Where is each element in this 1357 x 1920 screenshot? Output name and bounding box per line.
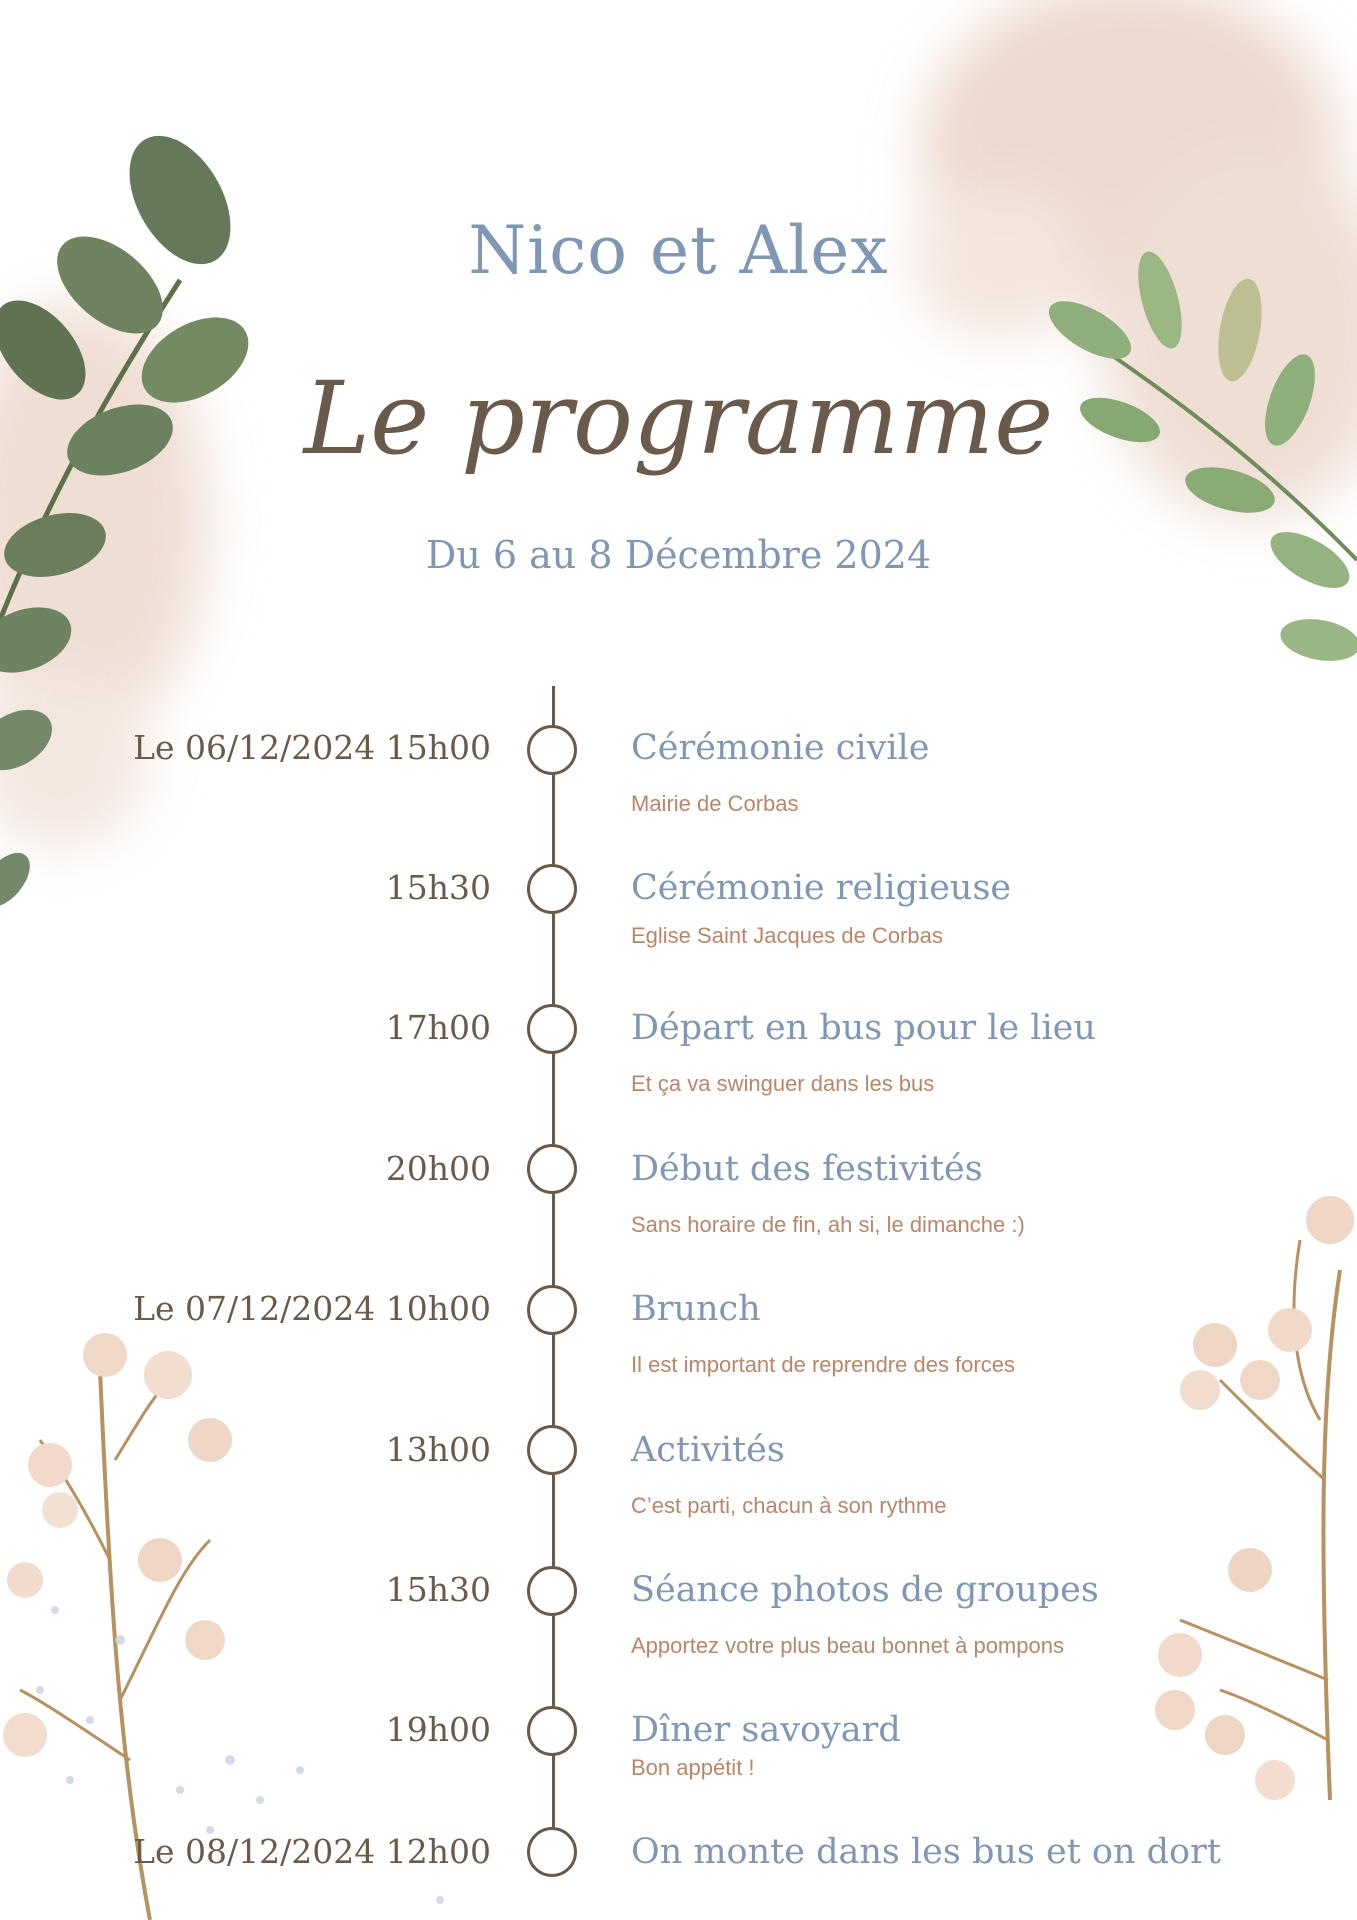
event-time: 15h30 (385, 1570, 491, 1609)
event-description: Mairie de Corbas (631, 791, 799, 816)
event-time: Le 07/12/2024 10h00 (133, 1289, 491, 1328)
event-time: 15h30 (385, 868, 491, 907)
event-time: Le 06/12/2024 15h00 (133, 728, 491, 767)
event-description: Il est important de reprendre des forces (631, 1352, 1015, 1377)
event-title: Activités (631, 1430, 785, 1470)
event-time: 19h00 (385, 1710, 491, 1749)
event-description: C’est parti, chacun à son rythme (631, 1493, 947, 1518)
timeline-node (527, 1827, 577, 1877)
timeline-node (527, 1566, 577, 1616)
event-title: Départ en bus pour le lieu (631, 1008, 1096, 1048)
page-title: Le programme (303, 360, 1054, 477)
timeline-node (527, 1144, 577, 1194)
timeline-node (527, 1706, 577, 1756)
event-description: Bon appétit ! (631, 1755, 755, 1780)
event-time: 13h00 (385, 1430, 491, 1469)
timeline-node (527, 1425, 577, 1475)
event-title: On monte dans les bus et on dort (631, 1832, 1221, 1872)
event-title: Brunch (631, 1289, 761, 1329)
event-title: Cérémonie religieuse (631, 868, 1012, 908)
event-description: Et ça va swinguer dans les bus (631, 1071, 935, 1096)
berry-branch-bottom-right-icon (1155, 1196, 1354, 1800)
timeline-node (527, 1285, 577, 1335)
event-title: Dîner savoyard (631, 1710, 901, 1750)
event-description: Eglise Saint Jacques de Corbas (631, 923, 943, 948)
event-dates: Du 6 au 8 Décembre 2024 (425, 533, 932, 577)
timeline-line (552, 686, 555, 1854)
event-description: Apportez votre plus beau bonnet à pompons (631, 1633, 1064, 1658)
event-title: Cérémonie civile (631, 728, 930, 768)
couple-names: Nico et Alex (468, 212, 889, 289)
event-time: 17h00 (385, 1008, 491, 1047)
timeline-node (527, 725, 577, 775)
timeline-node (527, 864, 577, 914)
event-time: Le 08/12/2024 12h00 (133, 1832, 491, 1871)
event-title: Séance photos de groupes (631, 1570, 1099, 1610)
timeline-node (527, 1004, 577, 1054)
event-description: Sans horaire de fin, ah si, le dimanche :) (631, 1212, 1025, 1237)
event-time: 20h00 (385, 1149, 491, 1188)
event-title: Début des festivités (631, 1149, 983, 1189)
